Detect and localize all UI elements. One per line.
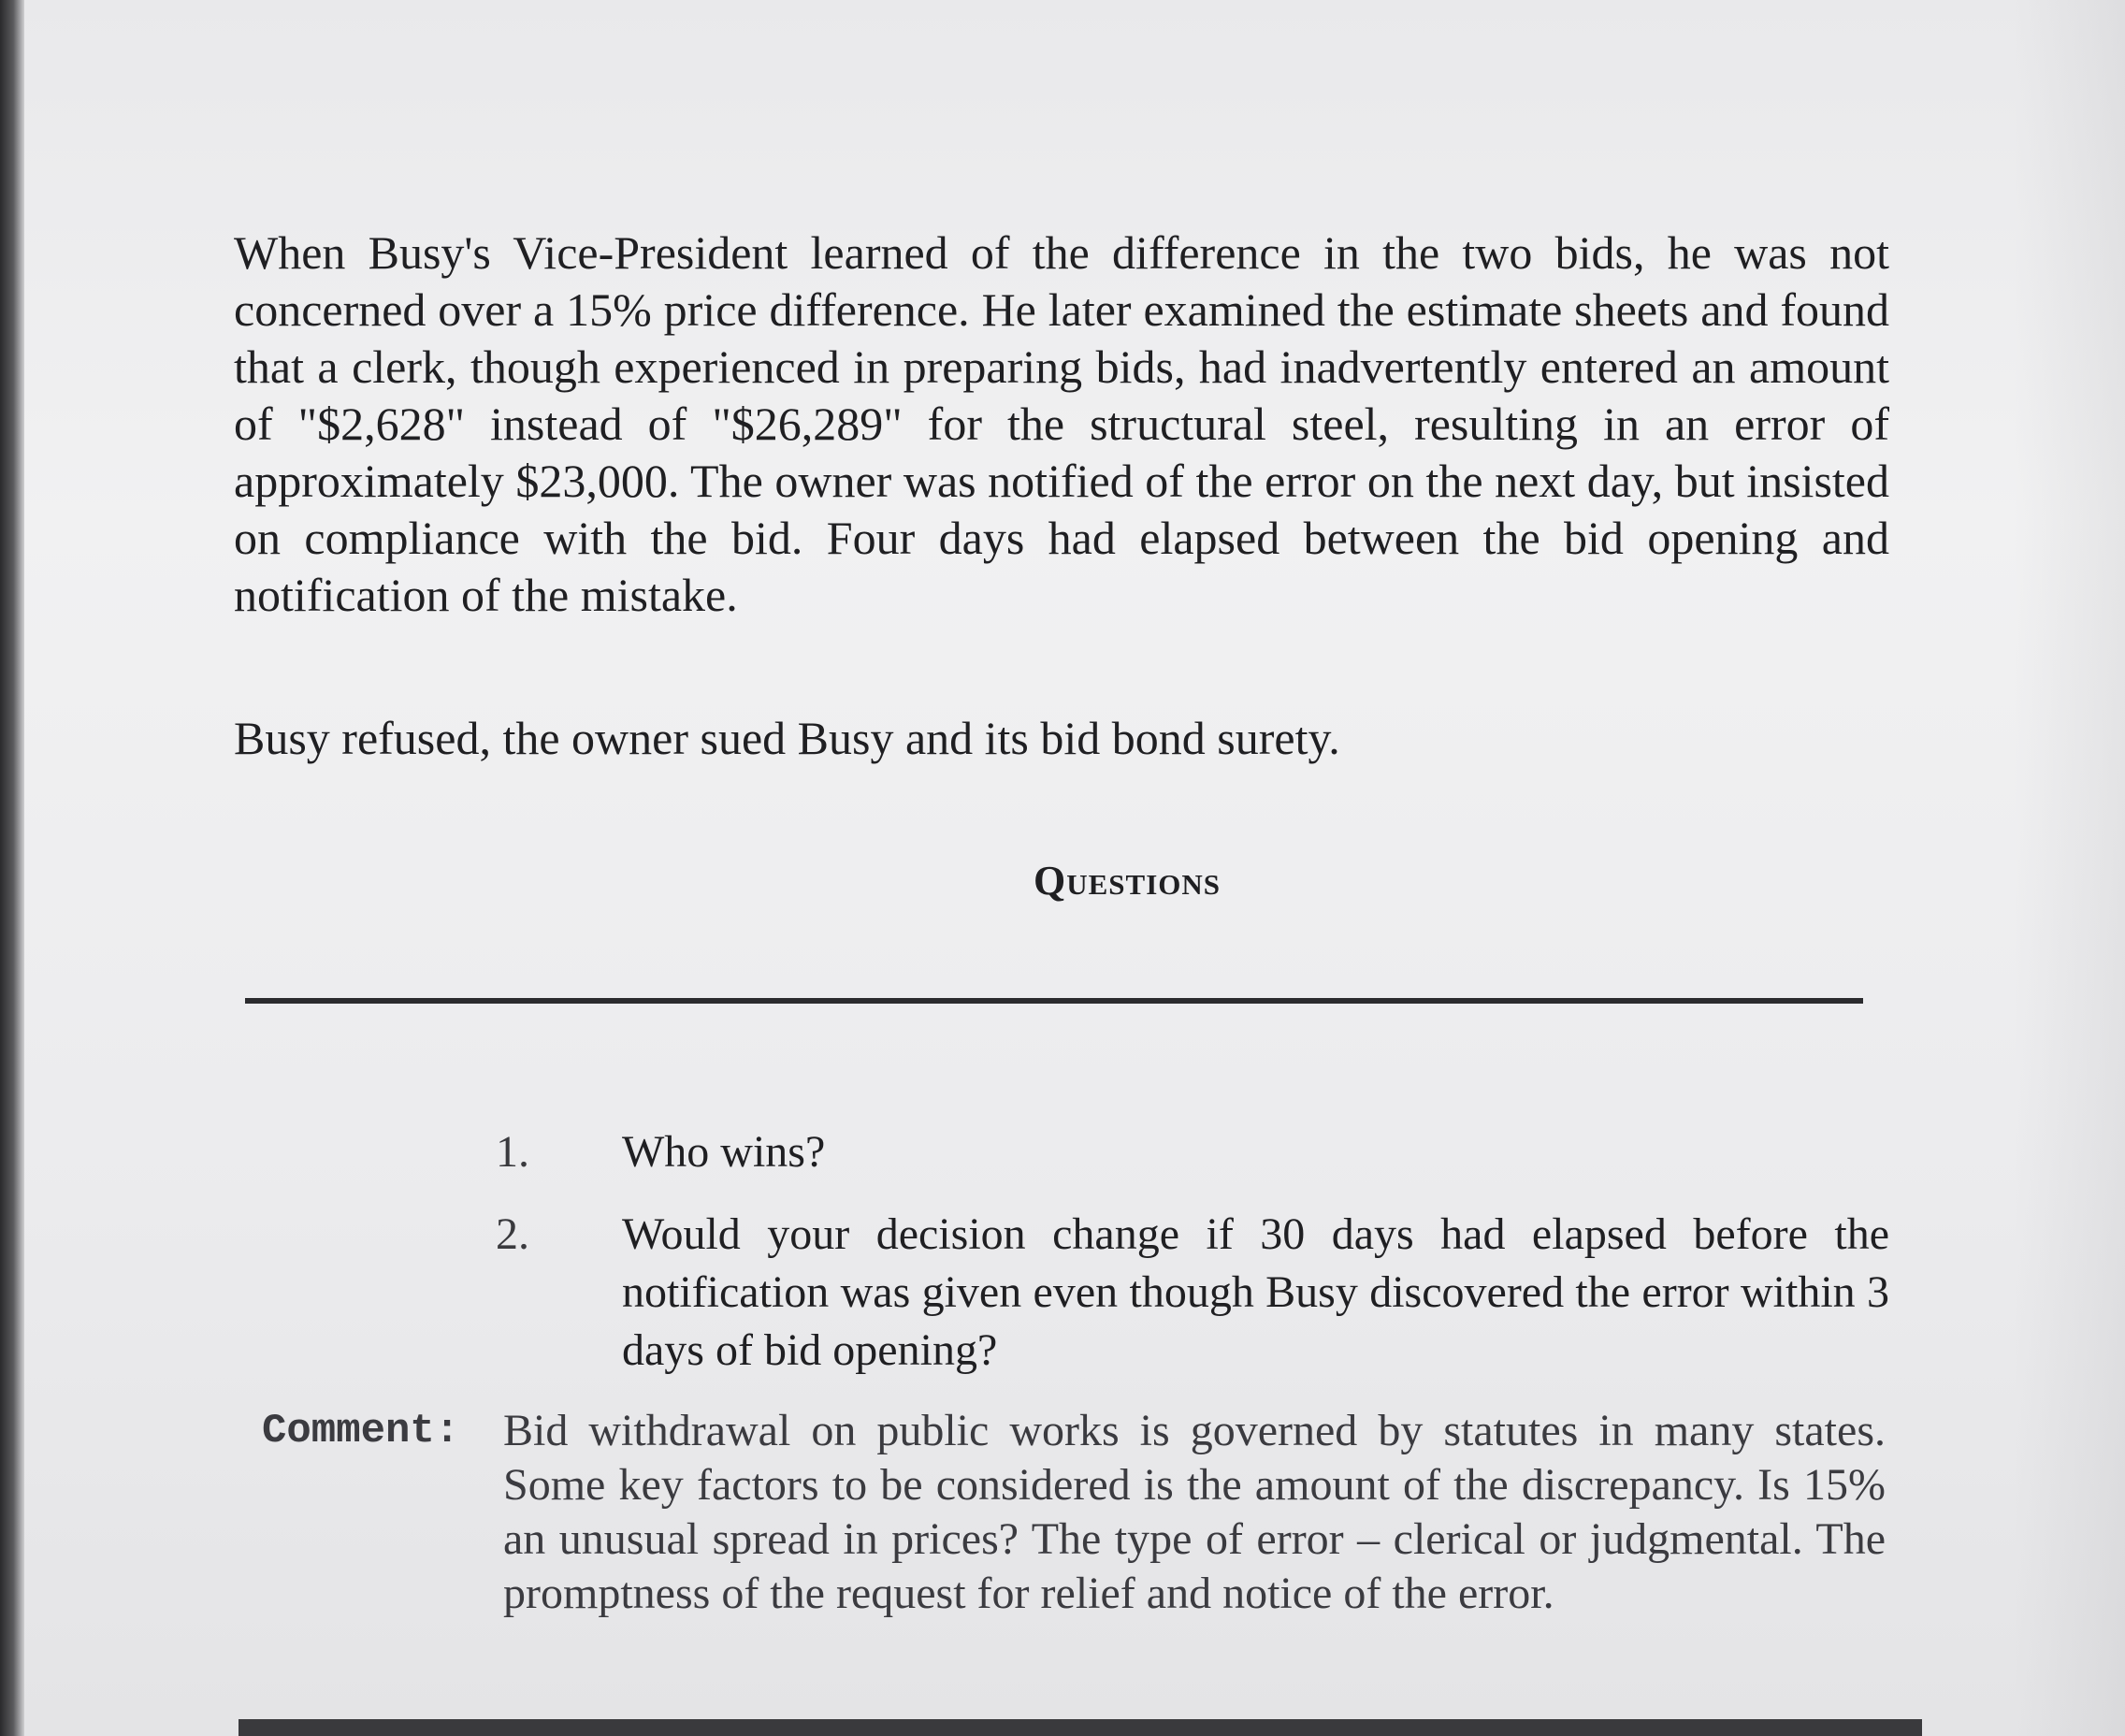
question-number: 1. xyxy=(496,1127,529,1177)
section-divider xyxy=(245,998,1863,1004)
case-paragraph-2: Busy refused, the owner sued Busy and its bid bond surety. xyxy=(234,712,1340,764)
comment-text: Bid withdrawal on public works is governed by statutes in many states. Some key factors to be considered is the amount of the discrepancy. Is 15% an unusual spread in prices? The type of error – clerical or judgmental. The promptness of the request for relief and notice of the error. xyxy=(503,1406,1886,1618)
monitor-bezel-edge xyxy=(0,0,24,1736)
document-page xyxy=(234,224,1889,1621)
question-item-1 xyxy=(496,1123,1889,1181)
case-paragraph-1: When Busy's Vice-President learned of the difference in the two bids, he was not concerned over a 15% price difference. He later examined the estimate sheets and found that a clerk, though experienced in preparing bids, had inadvertently entered an amount of "$2,628" instead of "$26,289" for the structural steel, resulting in an error of approximately $23,000. The owner was notified of the error on the next day, but insisted on compliance with the bid. Four days had elapsed between the bid opening and notification of the mistake. xyxy=(234,226,1889,621)
comment-label: Comment: xyxy=(262,1408,460,1454)
questions-heading: Questions xyxy=(1033,858,1221,904)
question-text: Who wins? xyxy=(622,1127,826,1177)
bottom-divider xyxy=(239,1719,1922,1736)
questions-list xyxy=(496,1123,1889,1380)
question-number: 2. xyxy=(496,1209,529,1259)
comment-block xyxy=(262,1404,1889,1621)
question-item-2 xyxy=(496,1206,1889,1380)
question-text: Would your decision change if 30 days had elapsed before the notification was given even though Busy discovered the error within 3 days of bid opening? xyxy=(622,1209,1889,1375)
screen-shading xyxy=(2013,0,2125,1736)
